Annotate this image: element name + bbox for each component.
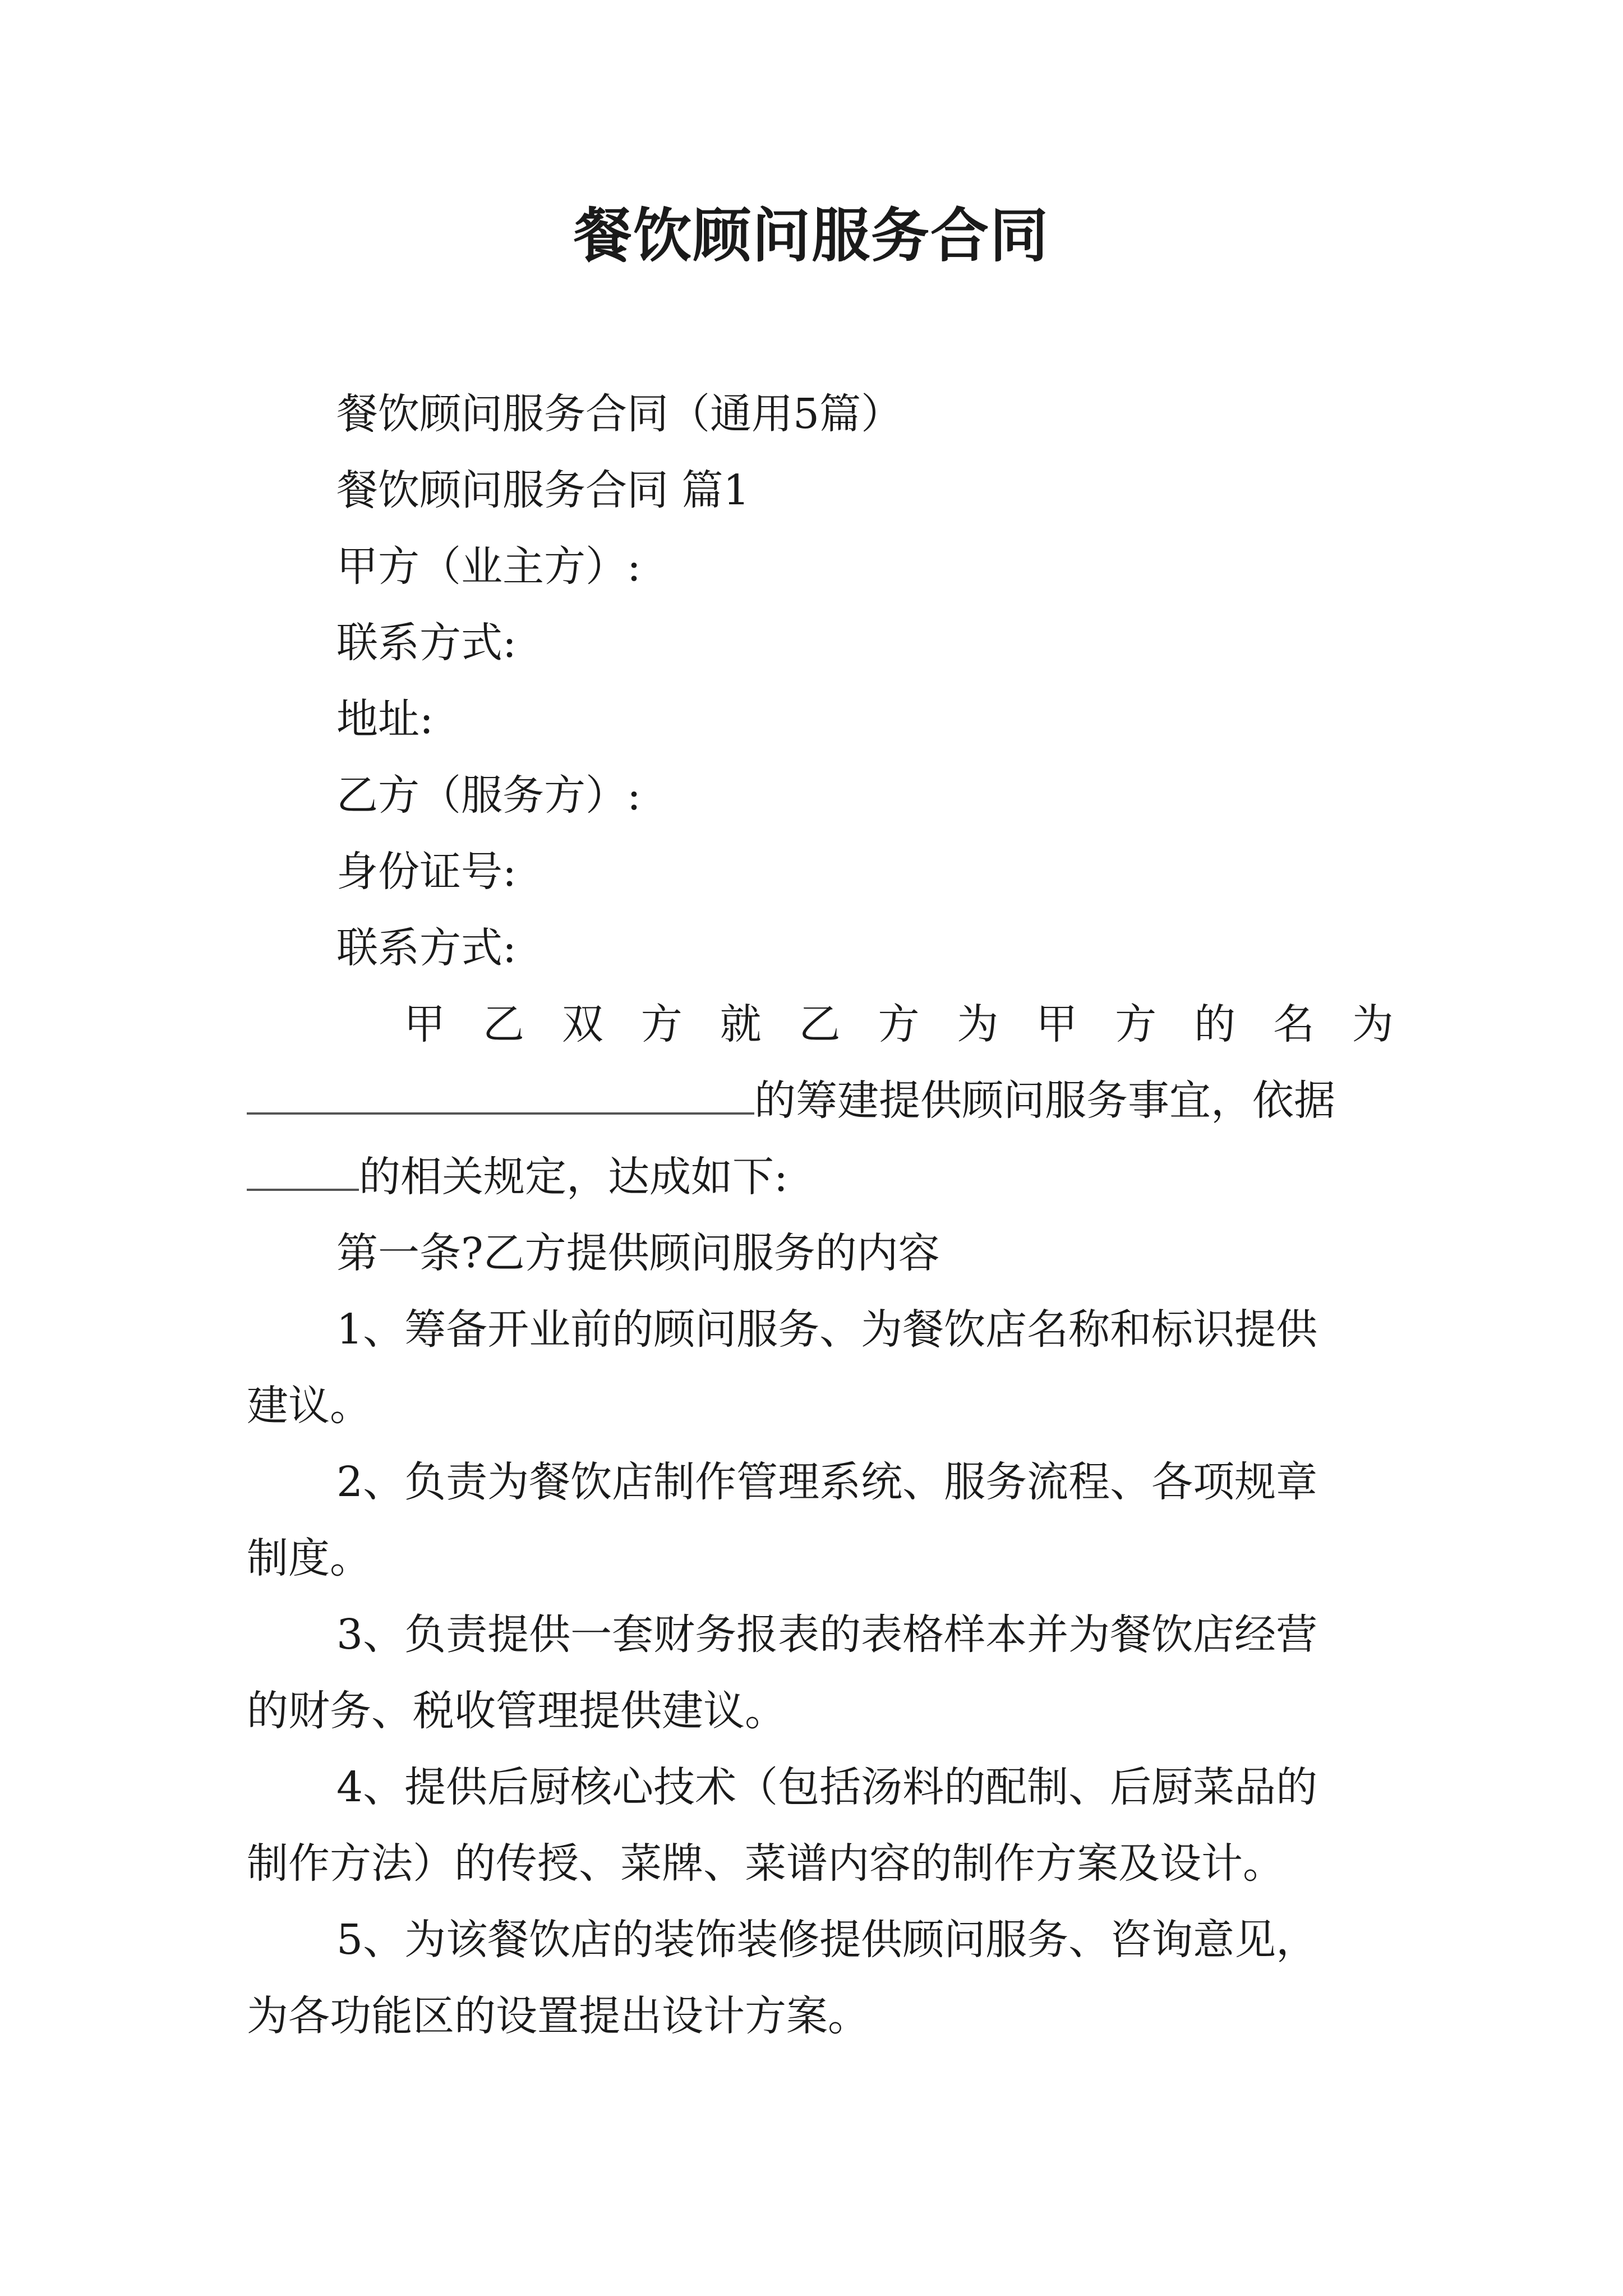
intro-char: 乙 <box>482 1000 524 1048</box>
intro-char: 名 <box>1272 1000 1315 1048</box>
intro-char: 的 <box>1194 1000 1236 1048</box>
list-item-continuation: 的财务、税收管理提供建议。 <box>247 1687 786 1735</box>
party-b-label: 乙方（服务方）: <box>336 771 641 820</box>
intro-char: 双 <box>561 1000 603 1048</box>
intro-char: 为 <box>1352 1000 1394 1048</box>
party-a-label: 甲方（业主方）: <box>336 542 641 591</box>
article-heading: 第一条?乙方提供顾问服务的内容 <box>336 1229 940 1277</box>
intro-text: 的筹建提供顾问服务事宜，依据 <box>754 1076 1335 1125</box>
document-body <box>247 376 1394 2054</box>
fill-in-blank[interactable] <box>247 1073 754 1115</box>
intro-text: 的相关规定，达成如下: <box>359 1153 788 1201</box>
list-item-line: 4、提供后厨核心技术（包括汤料的配制、后厨菜品的 <box>336 1763 1318 1811</box>
intro-char: 方 <box>878 1000 920 1048</box>
section-heading: 餐饮顾问服务合同 篇1 <box>336 466 750 514</box>
document-title: 餐饮顾问服务合同 <box>573 201 1049 270</box>
contact-label: 联系方式: <box>336 924 517 972</box>
list-item-continuation: 为各功能区的设置提出设计方案。 <box>247 1992 869 2040</box>
intro-char: 乙 <box>799 1000 841 1048</box>
list-item-continuation: 制度。 <box>247 1534 371 1582</box>
subtitle: 餐饮顾问服务合同（通用5篇） <box>336 390 903 438</box>
intro-char: 甲 <box>1036 1000 1078 1048</box>
intro-char: 甲 <box>404 1000 445 1048</box>
intro-char: 就 <box>720 1000 762 1048</box>
fill-in-blank[interactable] <box>247 1149 359 1191</box>
intro-char: 方 <box>640 1000 683 1048</box>
list-item-line: 2、负责为餐饮店制作管理系统、服务流程、各项规章 <box>336 1458 1318 1506</box>
contact-label: 联系方式: <box>336 619 517 667</box>
id-number-label: 身份证号: <box>336 848 517 896</box>
intro-char: 方 <box>1115 1000 1157 1048</box>
intro-paragraph-line-3 <box>247 1139 1394 1215</box>
intro-paragraph-line-1 <box>247 986 1394 1062</box>
list-item-continuation: 建议。 <box>247 1382 371 1430</box>
intro-char: 为 <box>957 1000 999 1048</box>
address-label: 地址: <box>336 695 434 743</box>
list-item-line: 3、负责提供一套财务报表的表格样本并为餐饮店经营 <box>336 1611 1318 1659</box>
list-item-line: 5、为该餐饮店的装饰装修提供顾问服务、咨询意见， <box>336 1916 1318 1964</box>
list-item-line: 1、筹备开业前的顾问服务、为餐饮店名称和标识提供 <box>336 1305 1318 1354</box>
list-item-continuation: 制作方法）的传授、菜牌、菜谱内容的制作方案及设计。 <box>247 1839 1284 1888</box>
intro-paragraph-line-2 <box>247 1062 1394 1139</box>
